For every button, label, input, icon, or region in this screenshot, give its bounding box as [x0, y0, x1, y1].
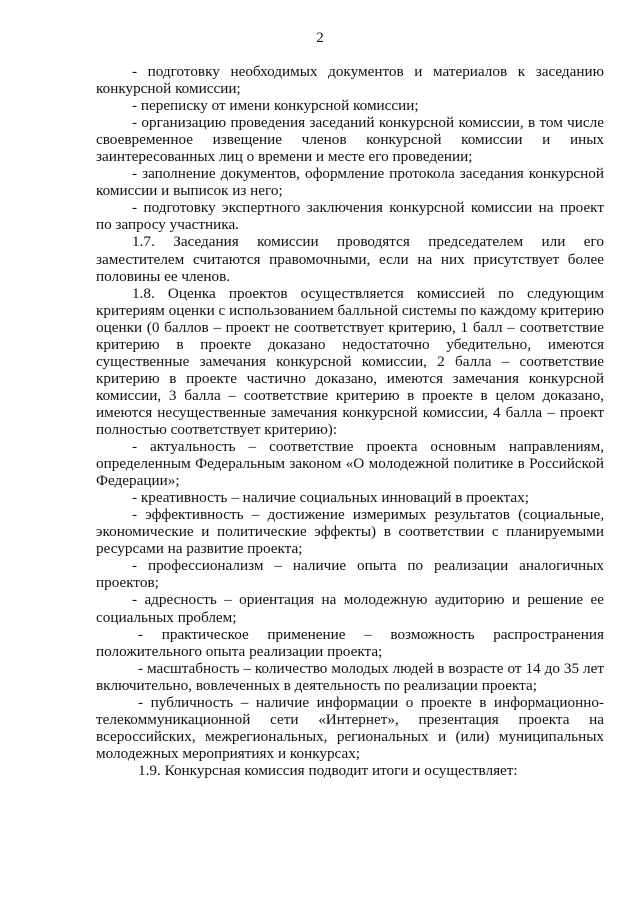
paragraph: - актуальность – соответствие проекта основным направлениям, определенным Федеральным законом «О молодежной политике в Российской Федерации»;	[96, 438, 604, 490]
paragraph: - подготовку необходимых документов и материалов к заседанию конкурсной комиссии;	[96, 63, 604, 98]
paragraph: 1.8. Оценка проектов осуществляется комиссией по следующим критериям оценки с использованием балльной системы по каждому критерию оценки (0 баллов – проект не соответствует критерию, 1 балл – соответствие критерию в проекте доказано недостаточно убедительно, имеются существенные замечания конкурсной комиссии, 2 балла – соответствие критерию в проекте частично доказано, имеются замечания конкурсной комиссии, 3 балла – соответствие критерию в проекте в целом доказано, имеются несущественные замечания конкурсной комиссии, 4 балла – проект полностью соответствует критерию):	[96, 284, 604, 438]
paragraph: - переписку от имени конкурсной комиссии;	[132, 97, 419, 115]
paragraph: - креативность – наличие социальных инноваций в проектах;	[132, 489, 529, 507]
paragraph: - подготовку экспертного заключения конкурсной комиссии на проект по запросу участника.	[96, 199, 604, 234]
paragraph: - публичность – наличие информации о проекте в информационно-телекоммуникационной сети «Интернет», презентация проекта на всероссийских, межрегиональных, региональных и (или) муниципальных молодежных мероприятиях и конкурсах;	[96, 693, 604, 762]
paragraph: - эффективность – достижение измеримых результатов (социальные, экономические и политические эффекты) в соответствии с планируемыми ресурсами на развитие проекта;	[96, 506, 604, 558]
paragraph: - профессионализм – наличие опыта по реализации аналогичных проектов;	[96, 557, 604, 592]
paragraph: 1.9. Конкурсная комиссия подводит итоги и осуществляет:	[138, 761, 518, 779]
paragraph: 1.7. Заседания комиссии проводятся председателем или его заместителем считаются правомочными, если на них присутствует более половины ее членов.	[96, 233, 604, 285]
document-body	[96, 63, 604, 779]
paragraph: - заполнение документов, оформление протокола заседания конкурсной комиссии и выписок из него;	[96, 165, 604, 200]
page-number: 2	[316, 30, 324, 46]
paragraph: - масштабность – количество молодых людей в возрасте от 14 до 35 лет включительно, вовлеченных в деятельность по реализации проекта;	[96, 659, 604, 694]
paragraph: - практическое применение – возможность распространения положительного опыта реализации проекта;	[96, 625, 604, 660]
paragraph: - адресность – ориентация на молодежную аудиторию и решение ее социальных проблем;	[96, 591, 604, 626]
paragraph: - организацию проведения заседаний конкурсной комиссии, в том числе своевременное извещение членов конкурсной комиссии и иных заинтересованных лиц о времени и месте его проведении;	[96, 114, 604, 166]
